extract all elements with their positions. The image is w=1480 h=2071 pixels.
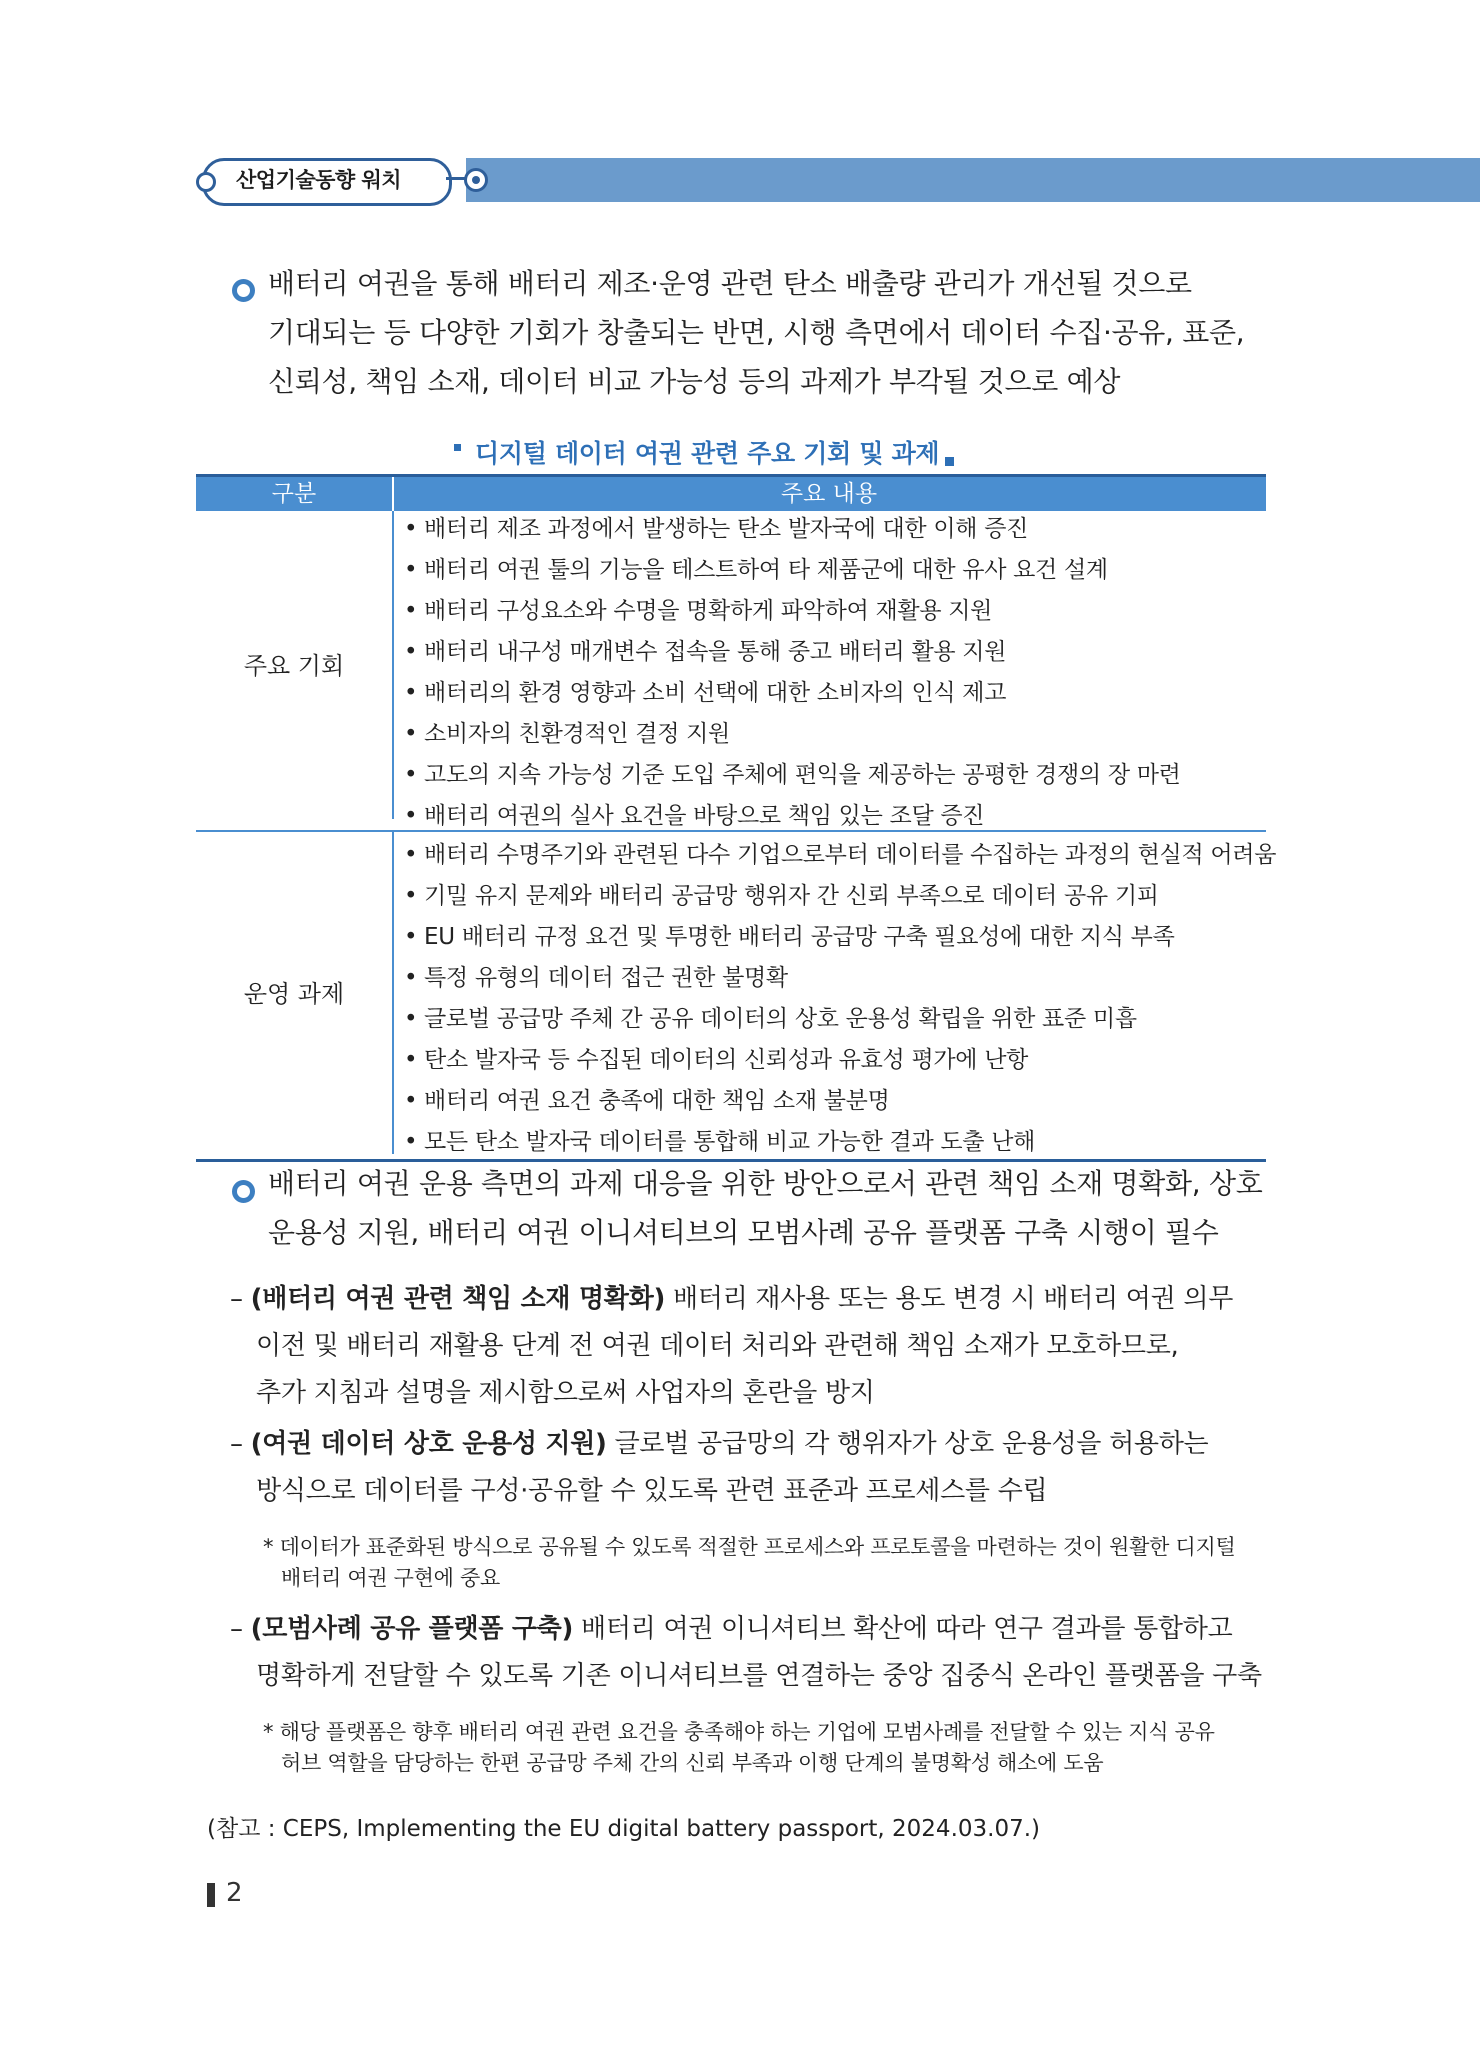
list-item: • 배터리 수명주기와 관련된 다수 기업으로부터 데이터를 수집하는 과정의 현실적 어려움 xyxy=(404,835,1276,876)
list-item: • 배터리의 환경 영향과 소비 선택에 대한 소비자의 인식 제고 xyxy=(404,673,1006,714)
page-number: 2 xyxy=(226,1878,243,1908)
dash-item-interoperability: – (여권 데이터 상호 운용성 지원) 글로벌 공급망의 각 행위자가 상호 운용성을 허용하는 방식으로 데이터를 구성·공유할 수 있도록 관련 표준과 프로세스를 수립 xyxy=(230,1429,1209,1506)
row-label-challenges: 운영 과제 xyxy=(243,980,345,1008)
dash-item-platform: – (모범사례 공유 플랫폼 구축) 배터리 여권 이니셔티브 확산에 따라 연구 결과를 통합하고 명확하게 전달할 수 있도록 기존 이니셔티브를 연결하는 중앙 집중식 온라인 플랫폼을 구축 xyxy=(230,1614,1262,1691)
list-item: • 소비자의 친환경적인 결정 지원 xyxy=(404,714,730,755)
table-header xyxy=(196,474,1266,511)
footnote: * 데이터가 표준화된 방식으로 공유될 수 있도록 적절한 프로세스와 프로토콜을 마련하는 것이 원활한 디지털 배터리 여권 구현에 중요 xyxy=(263,1535,1236,1590)
dash-item-heading: (배터리 여권 관련 책임 소재 명확화) xyxy=(250,1284,666,1314)
dash-item-heading: (모범사례 공유 플랫폼 구축) xyxy=(250,1614,574,1644)
intro-line: 기대되는 등 다양한 기회가 창출되는 반면, 시행 측면에서 데이터 수집·공유, 표준, xyxy=(268,316,1245,349)
second-paragraph xyxy=(268,1159,1263,1257)
table-caption xyxy=(454,434,954,470)
list-item: • 모든 탄소 발자국 데이터를 통합해 비교 가능한 결과 도출 난해 xyxy=(404,1122,1035,1163)
list-item: • 특정 유형의 데이터 접근 권한 불명확 xyxy=(404,958,788,999)
list-item: • 배터리 구성요소와 수명을 명확하게 파악하여 재활용 지원 xyxy=(404,591,992,632)
page-marker xyxy=(207,1883,215,1907)
list-item: • EU 배터리 규정 요건 및 투명한 배터리 공급망 구축 필요성에 대한 지식 부족 xyxy=(404,917,1175,958)
circle-bullet-icon xyxy=(232,1180,255,1203)
header-title: 산업기술동향 워치 xyxy=(236,168,402,192)
header-band xyxy=(466,158,1480,202)
second-line: 운용성 지원, 배터리 여권 이니셔티브의 모범사례 공유 플랫폼 구축 시행이 필수 xyxy=(268,1216,1219,1249)
list-item: • 배터리 제조 과정에서 발생하는 탄소 발자국에 대한 이해 증진 xyxy=(404,509,1028,550)
circle-bullet-icon xyxy=(232,279,255,302)
list-item: • 배터리 여권의 실사 요건을 바탕으로 책임 있는 조달 증진 xyxy=(404,796,984,837)
reference: (참고 : CEPS, Implementing the EU digital battery passport, 2024.03.07.) xyxy=(207,1816,1041,1842)
second-line: 배터리 여권 운용 측면의 과제 대응을 위한 방안으로서 관련 책임 소재 명확화, 상호 xyxy=(268,1167,1263,1200)
intro-paragraph xyxy=(268,259,1244,406)
row-divider xyxy=(196,830,1266,832)
dash-item-heading: (여권 데이터 상호 운용성 지원) xyxy=(250,1429,607,1459)
row-label-opportunities: 주요 기회 xyxy=(243,652,345,680)
caption-square-icon xyxy=(454,444,461,451)
list-item: • 탄소 발자국 등 수집된 데이터의 신뢰성과 유효성 평가에 난항 xyxy=(404,1040,1028,1081)
section-header xyxy=(196,158,1480,202)
list-item: • 기밀 유지 문제와 배터리 공급망 행위자 간 신뢰 부족으로 데이터 공유 기피 xyxy=(404,876,1159,917)
header-dot-right xyxy=(464,168,488,192)
caption-square-icon xyxy=(945,457,954,466)
list-item: • 배터리 여권 요건 충족에 대한 책임 소재 불분명 xyxy=(404,1081,890,1122)
footnote: * 해당 플랫폼은 향후 배터리 여권 관련 요건을 충족해야 하는 기업에 모범사례를 전달할 수 있는 지식 공유 허브 역할을 담당하는 한편 공급망 주체 간의 신뢰 부족과 이행 단계의 불명확성 해소에 도움 xyxy=(263,1720,1215,1775)
intro-line: 신뢰성, 책임 소재, 데이터 비교 가능성 등의 과제가 부각될 것으로 예상 xyxy=(268,365,1121,398)
list-item: • 글로벌 공급망 주체 간 공유 데이터의 상호 운용성 확립을 위한 표준 미흡 xyxy=(404,999,1137,1040)
list-item: • 배터리 여권 툴의 기능을 테스트하여 타 제품군에 대한 유사 요건 설계 xyxy=(404,550,1108,591)
list-item: • 배터리 내구성 매개변수 접속을 통해 중고 배터리 활용 지원 xyxy=(404,632,1006,673)
dash-item-accountability: – (배터리 여권 관련 책임 소재 명확화) 배터리 재사용 또는 용도 변경 시 배터리 여권 의무 이전 및 배터리 재활용 단계 전 여권 데이터 처리와 관련해 책임 소재가 모호하므로, 추가 지침과 설명을 제시함으로써 사업자의 혼란을 방지 xyxy=(230,1284,1234,1408)
table-header-category: 구분 xyxy=(271,481,317,507)
table-caption-text: 디지털 데이터 여권 관련 주요 기회 및 과제 xyxy=(475,439,940,468)
list-item: • 고도의 지속 가능성 기준 도입 주체에 편익을 제공하는 공평한 경쟁의 장 마련 xyxy=(404,755,1181,796)
header-dot-left xyxy=(196,172,216,192)
intro-line: 배터리 여권을 통해 배터리 제조·운영 관련 탄소 배출량 관리가 개선될 것으로 xyxy=(268,267,1192,300)
table-header-content: 주요 내용 xyxy=(780,481,878,507)
